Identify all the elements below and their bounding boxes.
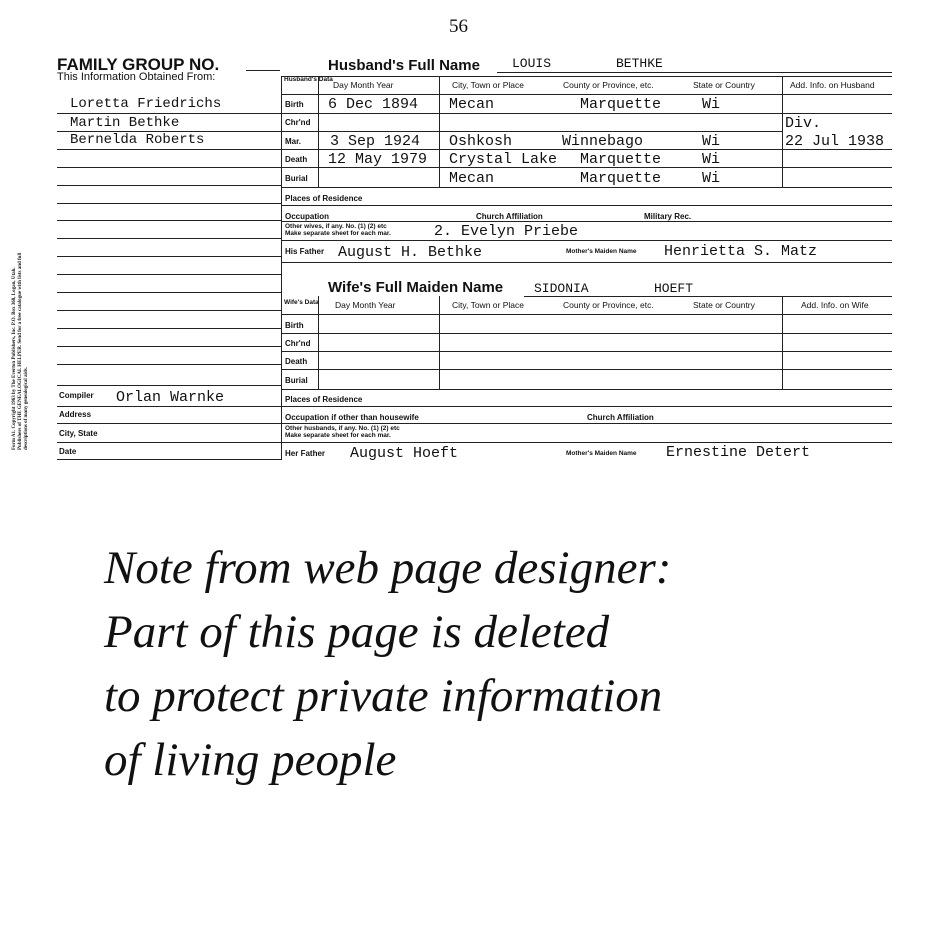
h-birth-state: Wi	[702, 96, 721, 113]
source-1: Loretta Friedrichs	[70, 96, 222, 112]
h-col-date: Day Month Year	[333, 80, 394, 90]
husband-last-name: BETHKE	[616, 56, 663, 71]
h-mother-maiden-label: Mother's Maiden Name	[566, 248, 637, 255]
w-row-christened: Chr'nd	[285, 339, 311, 348]
compiler-value: Orlan Warnke	[116, 389, 225, 406]
h-other-wives-label-2: Make separate sheet for each mar.	[285, 230, 391, 237]
note-line-4: of living people	[104, 734, 397, 786]
h-burial-state: Wi	[702, 170, 721, 187]
page-number: 56	[449, 16, 468, 37]
h-other-wives-value: 2. Evelyn Priebe	[434, 223, 579, 240]
h-birth-city: Mecan	[449, 96, 495, 113]
h-death-city: Crystal Lake	[449, 151, 558, 168]
w-col-state: State or Country	[693, 300, 755, 310]
info-obtained-label: This Information Obtained From:	[57, 71, 216, 83]
h-church-label: Church Affiliation	[476, 212, 543, 221]
wife-full-name-label: Wife's Full Maiden Name	[328, 279, 504, 296]
h-row-christened: Chr'nd	[285, 118, 311, 127]
h-death-county: Marquette	[580, 151, 662, 168]
h-father-label: His Father	[285, 247, 325, 256]
note-line-3: to protect private information	[104, 670, 663, 722]
h-burial-city: Mecan	[449, 170, 495, 187]
h-other-wives-label-1: Other wives, if any. No. (1) (2) etc	[285, 223, 387, 230]
h-col-state: State or Country	[693, 80, 755, 90]
city-state-label: City, State	[59, 429, 98, 438]
w-residence-label: Places of Residence	[285, 395, 363, 404]
w-other-husbands-label-1: Other husbands, if any. No. (1) (2) etc	[285, 425, 400, 432]
h-col-addinfo: Add. Info. on Husband	[790, 80, 875, 90]
w-church-label: Church Affiliation	[587, 413, 654, 422]
h-birth-date: 6 Dec 1894	[328, 96, 419, 113]
w-mother-maiden-value: Ernestine Detert	[666, 444, 811, 461]
note-line-2: Part of this page is deleted	[104, 606, 610, 658]
h-mar-info: 22 Jul 1938	[785, 133, 885, 150]
h-father-value: August H. Bethke	[338, 244, 483, 261]
wife-data-label: Wife's Data	[284, 299, 319, 306]
husband-full-name-label: Husband's Full Name	[328, 57, 480, 74]
w-occupation-label: Occupation if other than housewife	[285, 413, 419, 422]
note-line-1: Note from web page designer:	[104, 542, 672, 594]
h-death-date: 12 May 1979	[328, 151, 428, 168]
h-row-death: Death	[285, 155, 308, 164]
h-residence-label: Places of Residence	[285, 194, 363, 203]
h-mother-maiden-value: Henrietta S. Matz	[664, 243, 818, 260]
h-mar-city: Oshkosh	[449, 133, 513, 150]
h-military-label: Military Rec.	[644, 212, 692, 221]
h-row-birth: Birth	[285, 100, 304, 109]
h-occupation-label: Occupation	[285, 212, 330, 221]
h-death-state: Wi	[702, 151, 721, 168]
w-father-label: Her Father	[285, 449, 326, 458]
h-chr-info: Div.	[785, 115, 822, 132]
w-other-husbands-label-2: Make separate sheet for each mar.	[285, 432, 391, 439]
h-row-burial: Burial	[285, 174, 308, 183]
husband-data-label: Husband's Data	[284, 76, 333, 83]
family-group-label: FAMILY GROUP NO.	[57, 55, 220, 74]
w-col-date: Day Month Year	[335, 300, 396, 310]
w-col-city: City, Town or Place	[452, 300, 524, 310]
w-father-value: August Hoeft	[350, 445, 459, 462]
w-row-birth: Birth	[285, 321, 304, 330]
h-mar-county: Winnebago	[562, 133, 644, 150]
w-col-addinfo: Add. Info. on Wife	[801, 300, 869, 310]
wife-first-name: SIDONIA	[534, 281, 589, 296]
w-row-burial: Burial	[285, 376, 308, 385]
source-2: Martin Bethke	[70, 115, 180, 131]
h-burial-county: Marquette	[580, 170, 662, 187]
address-label: Address	[59, 410, 92, 419]
w-col-county: County or Province, etc.	[563, 300, 654, 310]
h-col-county: County or Province, etc.	[563, 80, 654, 90]
w-mother-maiden-label: Mother's Maiden Name	[566, 450, 637, 457]
copyright-notice: Form A1. Copyright 1963 by The Everton Publishers, Inc. P.O. Box 368, Logan, Utah. Publishers of THE GENEALOGICAL HELPER. Send for a free catalogue with lists and full descriptions of many genealogical aids.	[12, 252, 29, 450]
h-row-marriage: Mar.	[285, 137, 302, 146]
source-3: Bernelda Roberts	[70, 132, 205, 148]
h-birth-county: Marquette	[580, 96, 662, 113]
h-col-city: City, Town or Place	[452, 80, 524, 90]
w-row-death: Death	[285, 357, 308, 366]
date-label: Date	[59, 447, 77, 456]
husband-first-name: LOUIS	[512, 56, 552, 71]
compiler-label: Compiler	[59, 391, 94, 400]
h-mar-state: Wi	[702, 133, 721, 150]
h-mar-date: 3 Sep 1924	[330, 133, 421, 150]
wife-last-name: HOEFT	[654, 281, 694, 296]
